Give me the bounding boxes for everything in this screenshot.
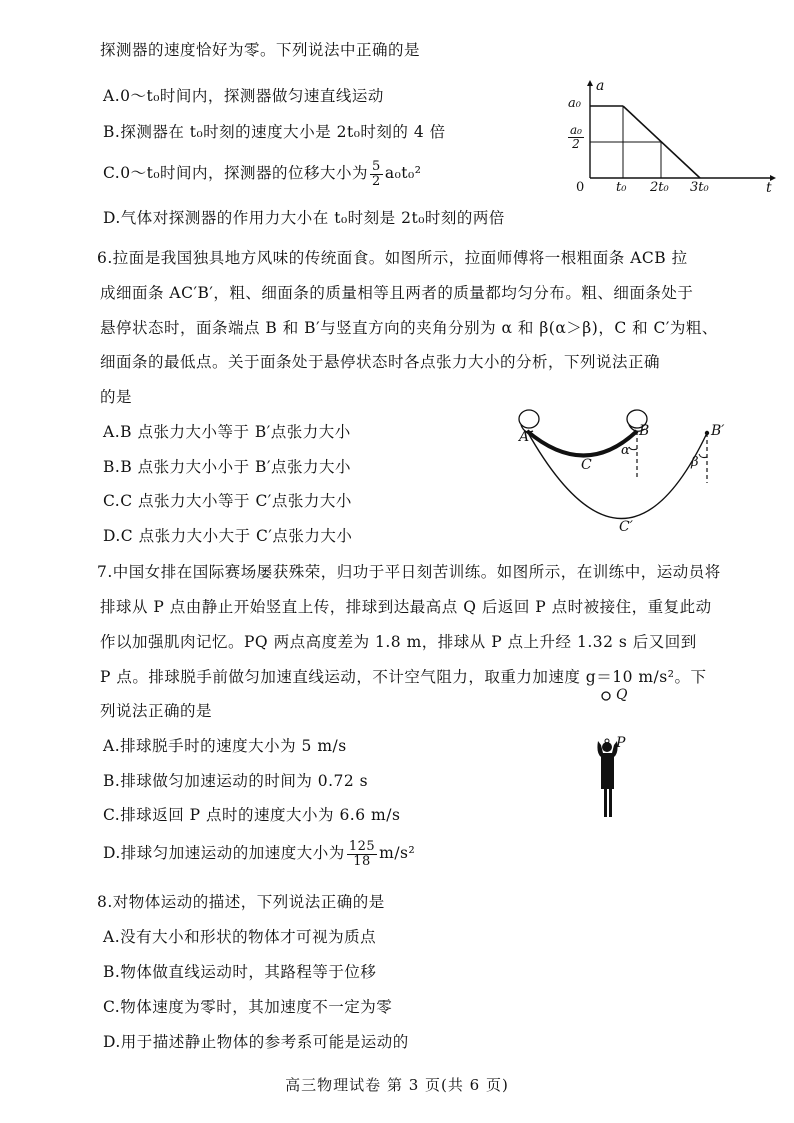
q7-option-a: A.排球脱手时的速度大小为 5 m/s [103, 737, 347, 755]
q6-label-beta: β [691, 455, 699, 470]
q7-option-b: B.排球做匀加速运动的时间为 0.72 s [103, 772, 369, 790]
q6-label-b: B [639, 423, 650, 439]
q8-option-a: A.没有大小和形状的物体才可视为质点 [103, 928, 377, 946]
q7-label-p: P [616, 735, 626, 751]
q6-label-alpha: α [621, 443, 630, 458]
q5-graph-y-axis-label: a [596, 78, 605, 94]
q6-label-c: C [581, 457, 592, 473]
q6-option-a: A.B 点张力大小等于 B′点张力大小 [103, 423, 351, 441]
q5-graph-y-tick-a0: a₀ [568, 96, 581, 111]
q8-stem: 8.对物体运动的描述，下列说法正确的是 [97, 893, 385, 911]
q6-noodle-figure [505, 405, 755, 545]
page-footer: 高三物理试卷 第 3 页(共 6 页) [285, 1076, 509, 1094]
q6-stem-line-5: 的是 [100, 388, 133, 406]
q5-stem-tail: 探测器的速度恰好为零。下列说法中正确的是 [100, 41, 421, 59]
q5-option-d: D.气体对探测器的作用力大小在 t₀时刻是 2t₀时刻的两倍 [103, 209, 505, 227]
q5-option-b: B.探测器在 t₀时刻的速度大小是 2t₀时刻的 4 倍 [103, 123, 446, 141]
q6-stem-line-3: 悬停状态时，面条端点 B 和 B′与竖直方向的夹角分别为 α 和 β(α＞β)，C 和 C′为粗、 [100, 319, 718, 337]
q6-option-b: B.B 点张力大小小于 B′点张力大小 [103, 458, 351, 476]
q7-option-d-fraction: $\frac{125}{18}$ [348, 839, 376, 869]
q5-option-c-fraction: $\frac{5}{2}$ [372, 159, 381, 189]
q6-stem-line-1: 6.拉面是我国独具地方风味的传统面食。如图所示，拉面师傅将一根粗面条 ACB 拉 [97, 249, 688, 267]
q5-graph-x-tick-t0: t₀ [616, 180, 627, 195]
q5-option-a: A.0～t₀时间内，探测器做匀速直线运动 [103, 87, 384, 105]
q7-stem-line-3: 作以加强肌肉记忆。PQ 两点高度差为 1.8 m，排球从 P 点上升经 1.32 s 后又回到 [100, 633, 697, 651]
q7-label-q: Q [616, 687, 628, 703]
q7-option-d: D.排球匀加速运动的加速度大小为 $\frac{125}{18}$ m/s² [103, 839, 416, 869]
q7-option-c: C.排球返回 P 点时的速度大小为 6.6 m/s [103, 806, 401, 824]
q7-stem-line-4: P 点。排球脱手前做匀加速直线运动，不计空气阻力，取重力加速度 g＝10 m/s²。下 [100, 668, 707, 686]
q7-volleyball-figure [590, 685, 670, 825]
q5-graph-y-tick-half: $\frac{\text{a₀}}{2}$ [570, 123, 582, 151]
q6-stem-line-4: 细面条的最低点。关于面条处于悬停状态时各点张力大小的分析，下列说法正确 [100, 353, 661, 371]
q6-stem-line-2: 成细面条 AC′B′，粗、细面条的质量相等且两者的质量都均匀分布。粗、细面条处于 [100, 284, 694, 302]
q6-label-b-prime: B′ [711, 423, 725, 439]
q5-option-c: C.0～t₀时间内，探测器的位移大小为 $\frac{5}{2}$ a₀t₀² [103, 159, 422, 189]
q5-graph-x-tick-3t0: 3t₀ [690, 180, 709, 195]
q6-label-c-prime: C′ [619, 519, 633, 535]
q5-graph-x-tick-2t0: 2t₀ [650, 180, 669, 195]
q8-option-b: B.物体做直线运动时，其路程等于位移 [103, 963, 377, 981]
q7-stem-line-5: 列说法正确的是 [100, 702, 213, 720]
q6-option-d: D.C 点张力大小大于 C′点张力大小 [103, 527, 353, 545]
q7-stem-line-1: 7.中国女排在国际赛场屡获殊荣，归功于平日刻苦训练。如图所示，在训练中，运动员将 [97, 563, 721, 581]
q8-option-d: D.用于描述静止物体的参考系可能是运动的 [103, 1033, 409, 1051]
q5-graph-origin: 0 [576, 180, 585, 195]
q6-option-c: C.C 点张力大小等于 C′点张力大小 [103, 492, 352, 510]
q5-at-graph [560, 78, 780, 198]
q6-label-a: A [519, 429, 530, 445]
q8-option-c: C.物体速度为零时，其加速度不一定为零 [103, 998, 393, 1016]
q7-stem-line-2: 排球从 P 点由静止开始竖直上传，排球到达最高点 Q 后返回 P 点时被接住，重复此动 [100, 598, 712, 616]
q5-graph-x-axis-label: t [766, 180, 772, 196]
